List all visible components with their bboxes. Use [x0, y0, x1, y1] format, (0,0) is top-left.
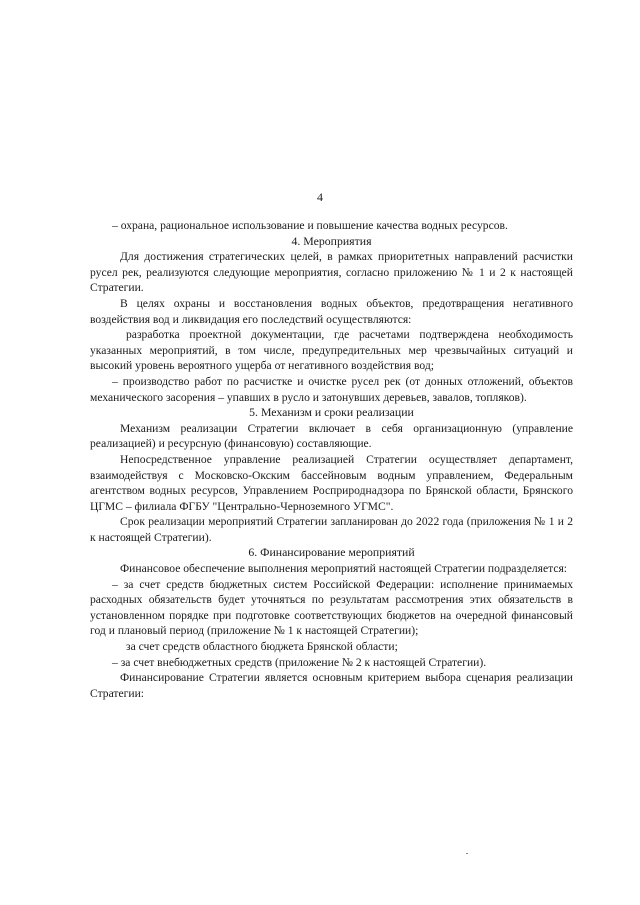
section-4-paragraph-1: Для достижения стратегических целей, в рамках приоритетных направлений расчистки русел рек, реализуются следующие мероприятия, согласно приложению № 1 и 2 к настоящей Стратегии.: [90, 250, 573, 295]
section-4-heading: 4. Мероприятия: [291, 233, 372, 248]
page-number: 4: [317, 190, 323, 204]
section-6-paragraph-1: Финансовое обеспечение выполнения мероприятий настоящей Стратегии подразделяется:: [120, 562, 568, 576]
section-5-heading: 5. Механизм и сроки реализации: [249, 405, 414, 420]
section-6-heading: 6. Финансирование мероприятий: [248, 545, 415, 560]
section-4-paragraph-2: В целях охраны и восстановления водных объектов, предотвращения негативного воздействия вод и ликвидация его последствий осуществляются:: [90, 296, 573, 326]
section-5-paragraph-3: Срок реализации мероприятий Стратегии запланирован до 2022 года (приложения № 1 и 2 к настоящей Стратегии).: [90, 515, 573, 544]
section-6-paragraph-3: за счет средств областного бюджета Брянской области;: [126, 640, 398, 654]
section-6-paragraph-4: – за счет внебюджетных средств (приложение № 2 к настоящей Стратегии).: [112, 655, 487, 669]
scan-speck: [466, 853, 468, 854]
section-4-paragraph-4: – производство работ по расчистке и очистке русел рек (от донных отложений, объектов механического засорения – упавших в русло и затонувших деревьев, завалов, топляков).: [90, 374, 573, 404]
section-6-paragraph-2: – за счет средств бюджетных систем Российской Федерации: исполнение принимаемых расходных обязательств будет уточняться по результатам рассмотрения этих обязательств в установленном порядке при подготовке соответствующих бюджетов на очередной финансовый год и плановый период (приложение № 1 к настоящей Стратегии);: [90, 577, 573, 638]
section-4-paragraph-3: разработка проектной документации, где расчетами подтверждена необходимость указанных мероприятий, в том числе, предупредительных мер чрезвычайных ситуаций и высокий уровень вероятного ущерба от негативного воздействия вод;: [90, 328, 573, 373]
document-body: [90, 218, 573, 701]
intro-paragraph: – охрана, рациональное использование и повышение качества водных ресурсов.: [112, 219, 508, 232]
section-6-paragraph-5: Финансирование Стратегии является основным критерием выбора сценария реализации Стратегии:: [90, 671, 573, 700]
section-5-paragraph-1: Механизм реализации Стратегии включает в себя организационную (управление реализацией) и ресурсную (финансовую) составляющие.: [90, 421, 573, 451]
section-5-paragraph-2: Непосредственное управление реализацией Стратегии осуществляет департамент, взаимодействуя с Московско-Окским бассейновым водным управлением, Федеральным агентством водных ресурсов, Управлением Росприроднадзора по Брянской области, Брянского ЦГМС – филиала ФГБУ "Центрально-Черноземного УГМС".: [90, 452, 573, 513]
